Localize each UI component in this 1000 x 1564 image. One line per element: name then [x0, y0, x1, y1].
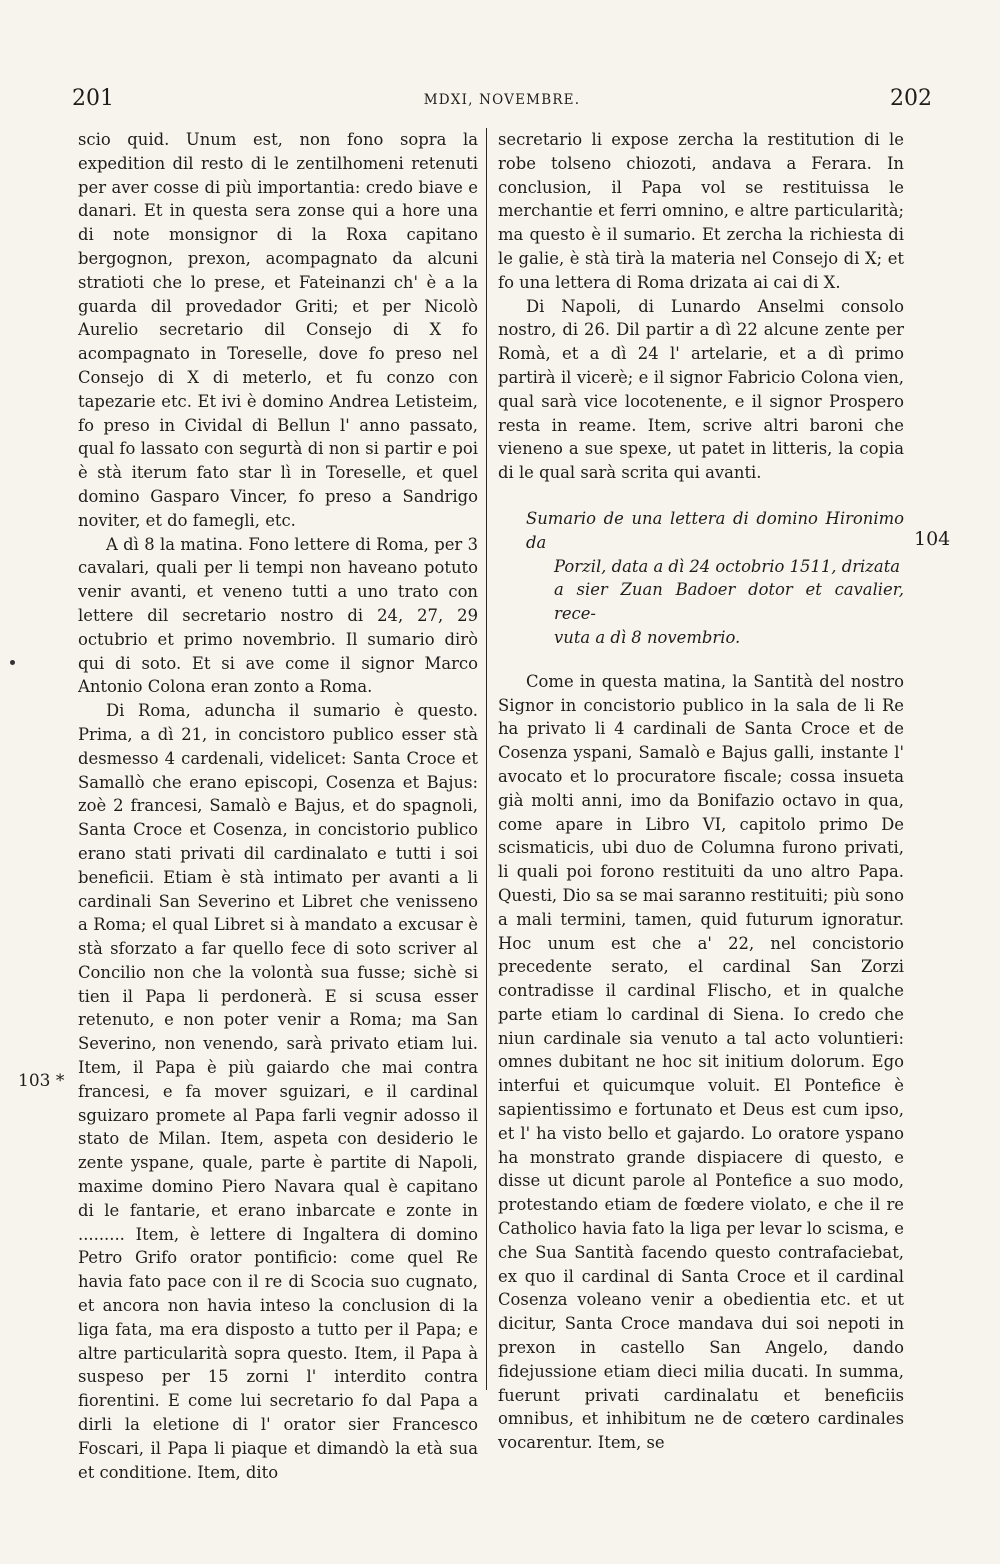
heading-line: a sier Zuan Badoer dotor et cavalier, rece-	[554, 580, 904, 624]
right-column	[498, 128, 904, 1455]
letter-summary-heading	[498, 507, 904, 650]
paragraph: secretario li expose zercha la restitution di le robe tolseno chiozoti, andava a Ferara. In conclusion, il Papa vol se restituissa le merchantie et ferri omnino, e altre particularità; ma questo è il sumario. Et zercha la richiesta di le galie, è stà tirà la materia nel Consejo di X; et fo una lettera di Roma drizata ai cai di X.	[498, 130, 904, 292]
margin-dot	[10, 660, 15, 665]
left-column	[78, 128, 478, 1484]
column-divider	[486, 128, 487, 1390]
heading-line: vuta a dì 8 novembrio.	[554, 627, 741, 647]
heading-line: Porzil, data a dì 24 octobrio 1511, drizata	[554, 556, 901, 576]
running-header	[72, 86, 932, 116]
paragraph: Di Napoli, di Lunardo Anselmi consolo nostro, di 26. Dil partir a dì 22 alcune zente per Romà, et a dì 24 l' artelarie, et a dì primo partirà il vicerè; e il signor Fabricio Colona vien, qual sarà vice locotenente, e il signor Prospero resta in reame. Item, scrive altri baroni che vieneno a sue spexe, ut patet in litteris, la copia di le qual sarà scrita qui avanti.	[498, 296, 904, 483]
running-title: MDXI, NOVEMBRE.	[423, 92, 581, 108]
paragraph: Di Roma, aduncha il sumario è questo. Prima, a dì 21, in concistoro publico esser stà desmesso 4 cardenali, videlicet: Santa Croce et Samallò che erano episcopi, Cosenza et Bajus: zoè 2 francesi, Samalò e Bajus, et do spagnoli, Santa Croce et Cosenza, in concistorio publico erano stati privati dil cardinalato e tutti i soi beneficii. Etiam è stà intimato per avanti a li cardinali San Severino et Libret che venisseno a Roma; el qual Libret si à mandato a excusar è stà sforzato a far quello fece di soto scriver al Concilio non che la volontà sua fusse; sichè si tien il Papa li perdonerà. E si scusa esser retenuto, e non poter venir a Roma; ma San Severino, non venendo, sarà privato etiam lui. Item, il Papa è più gaiardo che mai contra francesi, e fa mover sguizari, e il cardinal sguizaro promete al Papa farli vegnir adosso il stato de Milan. Item, aspeta con desiderio le zente yspane, quale, parte è partite di Napoli, maxime domino Piero Navara qual è capitano di le fantarie, et erano inbarcate e zonte in ......... Item, è lettere di Ingaltera di domino Petro Grifo orator pontificio: come quel Re havia fato pace con il re di Scocia suo cugnato, et ancora non havia inteso la conclusion di la liga fata, ma era disposto a tutto per il Papa; e altre particularità sopra questo. Item, il Papa à suspeso per 15 zorni l' interdito contra fiorentini. E come lui secretario fo dal Papa a dirli la eletione di l' orator sier Francesco Foscari, il Papa li piaque et dimandò la età sua et conditione. Item, dito	[78, 701, 478, 1482]
paragraph: Come in questa matina, la Santità del nostro Signor in concistorio publico in la sala de li Re ha privato li 4 cardinali de Santa Croce et de Cosenza yspani, Samalò e Bajus galli, instante l' avocato et lo procuratore fiscale; cossa insueta già molti anni, imo da Bonifazio octavo in qua, come apare in Libro VI, capitolo primo De scismaticis, ubi duo de Columna furono privati, li quali poi forono restituiti da uno altro Papa. Questi, Dio sa se mai saranno restituiti; più sono a mali termini, tamen, quid futurum ignoratur. Hoc unum est che a' 22, nel concistorio precedente serato, el cardinal San Zorzi contradisse il cardinal Flischo, et in qualche parte etiam lo cardinal di Siena. Io credo che niun cardinale sia venuto a tal acto voluntieri: omnes dubitant ne hoc sit initium dolorum. Ego interfui et quicumque voluit. El Pontefice è sapientissimo e fortunato et Deus est cum ipso, et l' ha visto bello et gajardo. Lo oratore yspano ha monstrato grande dispiacere di questo, e disse ut dicunt parole al Pontefice a suo modo, protestando etiam de fœdere violato, e che il re Catholico havia fato la liga per levar lo scisma, e che Sua Santità facendo questo contrafaciebat, ex quo il cardinal di Santa Croce et il cardinal Cosenza voleano venir a obedientia etc. et ut dicitur, Santa Croce mandava dui soi nepoti in prexon in castello San Angelo, dando fidejussione etiam dieci milia ducati. In summa, fuerunt privati cardinalatu et beneficiis omnibus, et inhibitum ne de cœtero cardinales vocarentur. Item, se	[498, 671, 904, 1453]
margin-page-ref-right: 104	[914, 528, 951, 550]
margin-page-ref-left: 103 *	[18, 1071, 65, 1091]
page-number-right: 202	[890, 86, 932, 111]
page-number-left: 201	[72, 86, 114, 111]
paragraph: scio quid. Unum est, non fono sopra la expedition dil resto di le zentilhomeni retenuti per aver cosse di più importantia: credo biave e danari. Et in questa sera zonse qui a hore una di note monsignor di la Roxa capitano bergognon, prexon, acompagnato da alcuni stratioti che lo prese, et Fateinanzi ch' è a la guarda dil provedador Griti; et per Nicolò Aurelio secretario dil Consejo di X fo acompagnato in Toreselle, dove fo preso nel Consejo di X di meterlo, et fu conzo con tapezarie etc. Et ivi è domino Andrea Letisteim, fo preso in Cividal di Bellun l' anno passato, qual fo lassato con segurtà di non si partir e poi è stà iterum fato star lì in Toreselle, et quel domino Gasparo Vincer, fo preso a Sandrigo noviter, et do famegli, etc.	[78, 130, 478, 530]
paragraph: A dì 8 la matina. Fono lettere di Roma, per 3 cavalari, quali per li tempi non haveano potuto venir avanti, et veneno tutti a uno trato con lettere dil secretario nostro di 24, 27, 29 octubrio et primo novembrio. Il sumario dirò qui di soto. Et si ave come il signor Marco Antonio Colona eran zonto a Roma.	[78, 534, 478, 697]
heading-line: Sumario de una lettera di domino Hironimo da	[526, 508, 904, 552]
